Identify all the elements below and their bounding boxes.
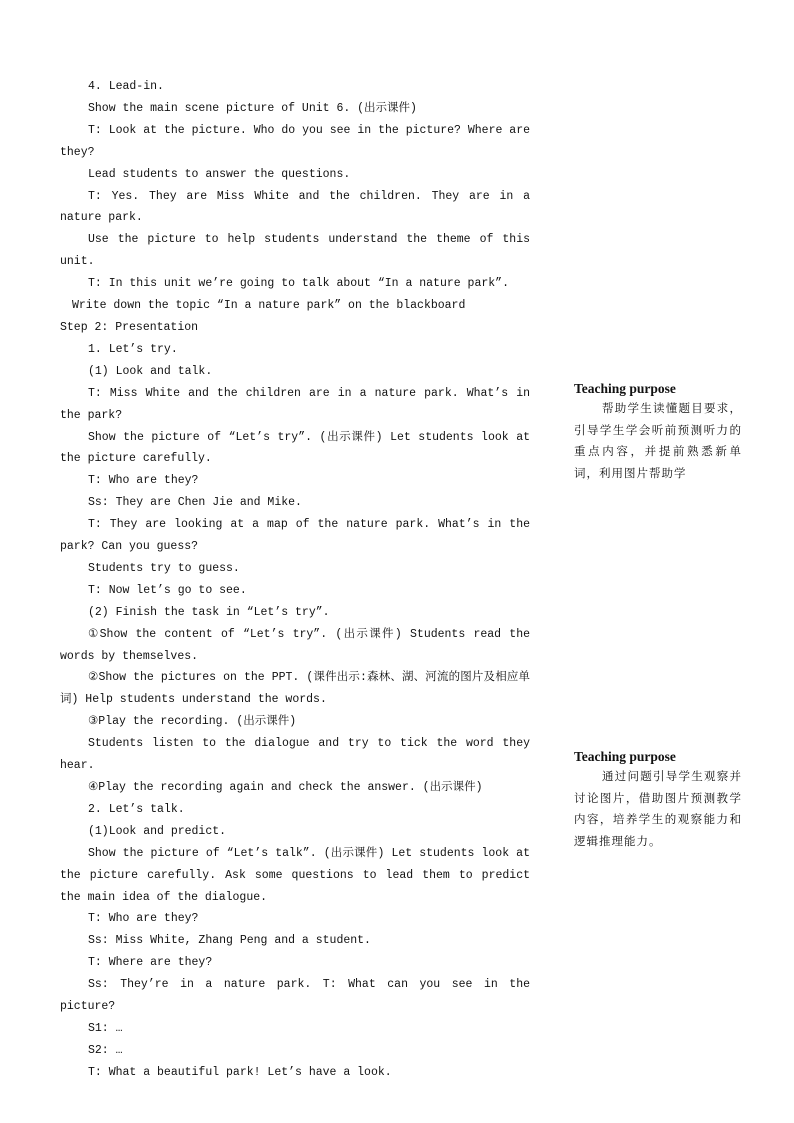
note-heading: Teaching purpose: [574, 381, 676, 396]
lesson-line: 2. Let’s talk.: [88, 802, 185, 816]
lesson-line: T: Now let’s go to see.: [88, 583, 247, 597]
lesson-line: T: Yes. They are Miss White and the children. They are in a nature park.: [60, 189, 530, 225]
lesson-line: ④Play the recording again and check the answer. (出示课件): [88, 781, 483, 794]
lesson-line: S1: …: [88, 1021, 123, 1035]
lesson-line: (1)Look and predict.: [88, 824, 227, 838]
lesson-line: (1) Look and talk.: [88, 364, 213, 378]
lesson-line: 1. Let’s try.: [88, 342, 178, 356]
lesson-line: Show the picture of “Let’s try”. (出示课件) Let students look at the picture carefully.: [60, 430, 530, 466]
note-body: 通过问题引导学生观察并讨论图片，借助图片预测教学内容，培养学生的观察能力和逻辑推理能力。: [574, 771, 742, 848]
lesson-line: ③Play the recording. (出示课件): [88, 715, 297, 729]
teaching-purpose-note-2: [574, 747, 742, 853]
note-body: 帮助学生读懂题目要求，引导学生学会听前预测听力的重点内容，并提前熟悉新单词，利用图片帮助学: [574, 403, 742, 480]
lesson-line: Ss: They’re in a nature park. T: What can you see in the picture?: [60, 978, 530, 1014]
lesson-line: Use the picture to help students understand the theme of this unit.: [60, 233, 530, 269]
lesson-line: Write down the topic “In a nature park” on the blackboard: [72, 299, 466, 313]
lesson-line: T: Who are they?: [88, 474, 199, 488]
lesson-line: Ss: Miss White, Zhang Peng and a student.: [88, 934, 371, 948]
teaching-purpose-note-1: [574, 379, 742, 485]
lesson-line: Show the picture of “Let’s talk”. (出示课件) Let students look at the picture carefully. Ask some questions to lead them to predict the main idea of the dialogue.: [60, 846, 530, 904]
lesson-line: Show the main scene picture of Unit 6. (出示课件): [88, 101, 417, 115]
lesson-line: T: Where are they?: [88, 956, 213, 970]
lesson-line: Step 2: Presentation: [60, 320, 199, 334]
lesson-line: ①Show the content of “Let’s try”. (出示课件) Students read the words by themselves.: [60, 627, 530, 663]
lesson-line: T: They are looking at a map of the nature park. What’s in the park? Can you guess?: [60, 518, 530, 554]
lesson-line: T: Who are they?: [88, 912, 199, 926]
lesson-line: T: Miss White and the children are in a nature park. What’s in the park?: [60, 386, 530, 422]
lesson-line: (2) Finish the task in “Let’s try”.: [88, 605, 330, 619]
lesson-line: Students try to guess.: [88, 561, 240, 575]
lesson-line: ②Show the pictures on the PPT. (课件出示:森林、湖、河流的图片及相应单词) Help students understand the words.: [60, 671, 530, 707]
lesson-line: T: In this unit we’re going to talk about “In a nature park”.: [88, 277, 509, 291]
lesson-line: S2: …: [88, 1043, 123, 1057]
lesson-line: T: What a beautiful park! Let’s have a look.: [88, 1065, 392, 1079]
lesson-line: Ss: They are Chen Jie and Mike.: [88, 496, 302, 510]
note-heading: Teaching purpose: [574, 749, 676, 764]
lesson-line: 4. Lead-in.: [88, 80, 164, 93]
lesson-line: T: Look at the picture. Who do you see in the picture? Where are they?: [60, 123, 530, 159]
lesson-plan-body: [60, 76, 530, 1084]
lesson-line: Students listen to the dialogue and try to tick the word they hear.: [60, 737, 530, 773]
lesson-line: Lead students to answer the questions.: [88, 167, 351, 181]
